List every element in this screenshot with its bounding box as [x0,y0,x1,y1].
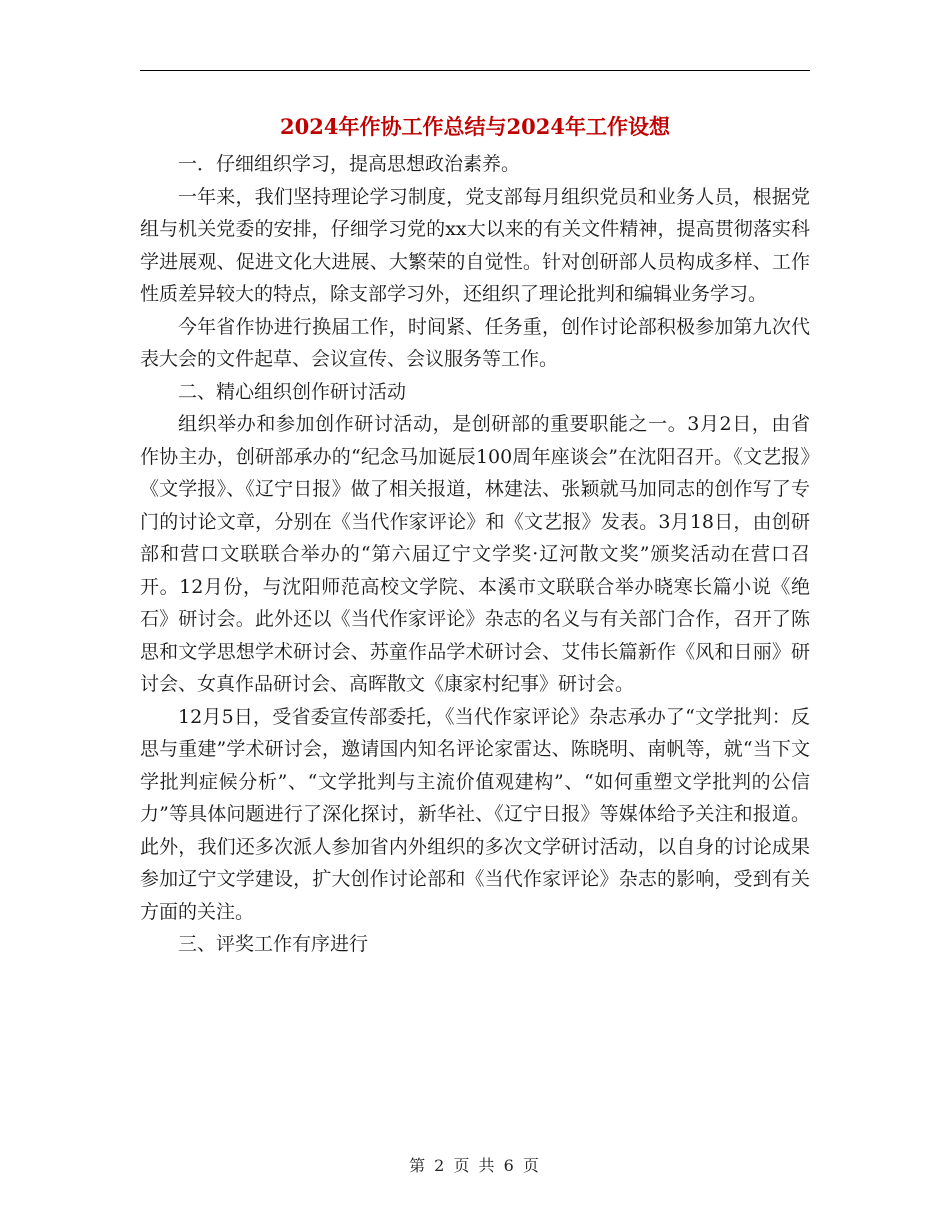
section-heading-1: 一．仔细组织学习，提高思想政治素养。 [178,153,521,175]
paragraph-3: 组织举办和参加创作研讨活动，是创研部的重要职能之一。3月2日，由省作协主办，创研部承办的“纪念马加诞辰100周年座谈会”在沈阳召开。《文艺报》《文学报》、《辽宁日报》做了相关报道，林建法、张颖就马加同志的创作写了专门的讨论文章，分别在《当代作家评论》和《文艺报》发表。3月18日，由创研部和营口文联联合举办的“第六届辽宁文学奖·辽河散文奖”颁奖活动在营口召开。12月份，与沈阳师范高校文学院、本溪市文联联合举办晓寒长篇小说《绝石》研讨会。此外还以《当代作家评论》杂志的名义与有关部门合作，召开了陈思和文学思想学术研讨会、苏童作品学术研讨会、艾伟长篇新作《风和日丽》研讨会、女真作品研讨会、高晖散文《康家村纪事》研讨会。 [140,413,810,695]
document-body [140,148,810,961]
section-heading-2: 二、精心组织创作研讨活动 [178,380,407,403]
paragraph-1: 一年来，我们坚持理论学习制度，党支部每月组织党员和业务人员，根据党组与机关党委的安排，仔细学习党的xx大以来的有关文件精神，提高贯彻落实科学进展观、促进文化大进展、大繁荣的自觉性。针对创研部人员构成多样、工作性质差异较大的特点，除支部学习外，还组织了理论批判和编辑业务学习。 [140,185,810,305]
header-rule [140,70,810,71]
section-heading-3: 三、评奖工作有序进行 [178,933,369,955]
document-title: 2024年作协工作总结与2024年工作设想 [280,114,670,139]
paragraph-2: 今年省作协进行换届工作，时间紧、任务重，创作讨论部积极参加第九次代表大会的文件起草、会议宣传、会议服务等工作。 [140,315,810,370]
paragraph-4: 12月5日，受省委宣传部委托，《当代作家评论》杂志承办了“文学批判：反思与重建”学术研讨会，邀请国内知名评论家雷达、陈晓明、南帆等，就“当下文学批判症候分析”、“文学批判与主流价值观建构”、“如何重塑文学批判的公信力”等具体问题进行了深化探讨，新华社、《辽宁日报》等媒体给予关注和报道。此外，我们还多次派人参加省内外组织的多次文学研讨活动，以自身的讨论成果参加辽宁文学建设，扩大创作讨论部和《当代作家评论》杂志的影响，受到有关方面的关注。 [140,705,810,923]
page-footer: 第 2 页 共 6 页 [409,1156,541,1175]
